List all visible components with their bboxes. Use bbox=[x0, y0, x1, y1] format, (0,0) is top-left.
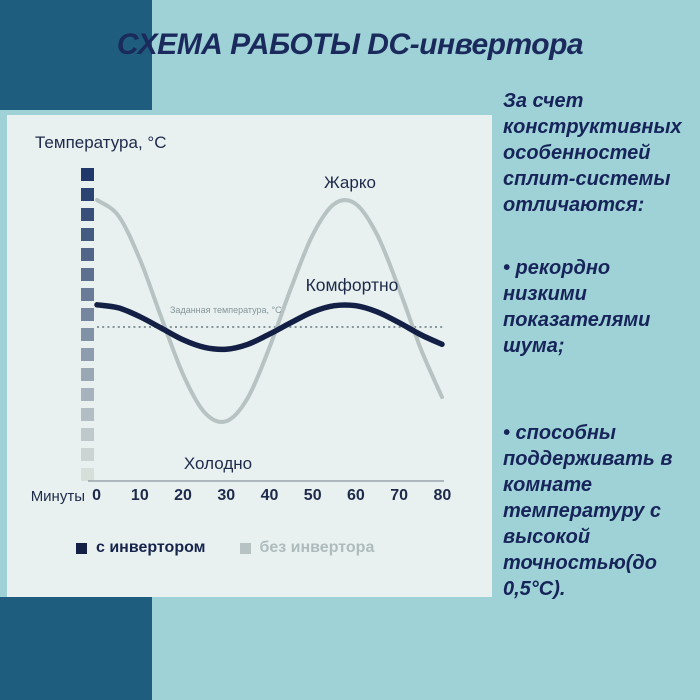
sidebar-bullet-noise: • рекордно низкими показателями шума; bbox=[503, 257, 651, 357]
axis-gradient-square bbox=[81, 428, 94, 441]
axis-gradient-square bbox=[81, 348, 94, 361]
zone-label-cold: Холодно bbox=[183, 454, 253, 473]
axis-gradient-square bbox=[81, 368, 94, 381]
setpoint-label: Заданная температура, °C bbox=[170, 305, 282, 315]
axis-gradient-square bbox=[81, 408, 94, 421]
x-tick: 50 bbox=[303, 487, 322, 504]
legend-label-no-inverter: без инвертора bbox=[259, 539, 375, 556]
axis-gradient-square bbox=[81, 328, 94, 341]
axis-gradient-square bbox=[81, 188, 94, 201]
decor-rect-bottom-left bbox=[0, 597, 152, 700]
x-tick: 40 bbox=[260, 487, 279, 504]
axis-gradient-square bbox=[81, 268, 94, 281]
page-title: СХЕМА РАБОТЫ DC-инвертора bbox=[116, 28, 584, 61]
temperature-axis-gradient bbox=[81, 168, 94, 481]
x-tick: 30 bbox=[217, 487, 236, 504]
legend-item-inverter bbox=[76, 539, 206, 557]
axis-gradient-square bbox=[81, 168, 94, 181]
zone-label-comfort: Комфортно bbox=[305, 275, 399, 295]
axis-gradient-square bbox=[81, 448, 94, 461]
y-axis-title: Температура, °C bbox=[35, 133, 167, 152]
axis-gradient-square bbox=[81, 228, 94, 241]
sidebar-bullet-precision: • способны поддерживать в комнате температуру с высокой точностью(до 0,5°C). bbox=[503, 422, 673, 600]
axis-gradient-square bbox=[81, 208, 94, 221]
legend-swatch-no-inverter bbox=[240, 543, 251, 554]
sidebar-intro: За счет конструктивных особенностей сплит-системы отличаются: bbox=[503, 90, 682, 216]
temperature-chart bbox=[7, 115, 492, 597]
chart-legend bbox=[76, 539, 374, 557]
zone-label-hot: Жарко bbox=[324, 173, 376, 192]
x-tick-row bbox=[75, 487, 464, 505]
legend-item-no-inverter bbox=[240, 539, 375, 557]
axis-gradient-square bbox=[81, 248, 94, 261]
x-tick: 60 bbox=[347, 487, 365, 504]
x-tick: 80 bbox=[433, 487, 452, 504]
x-tick: 20 bbox=[174, 487, 192, 504]
axis-gradient-square bbox=[81, 308, 94, 321]
axis-gradient-square bbox=[81, 468, 94, 481]
axis-gradient-square bbox=[81, 388, 94, 401]
chart-panel bbox=[7, 115, 492, 597]
legend-swatch-inverter bbox=[76, 543, 87, 554]
legend-label-inverter: с инвертором bbox=[96, 539, 206, 556]
x-tick: 0 bbox=[92, 487, 102, 504]
x-tick: 10 bbox=[130, 487, 149, 504]
axis-gradient-square bbox=[81, 288, 94, 301]
x-tick: 70 bbox=[390, 487, 409, 504]
x-axis-title: Минуты bbox=[30, 488, 85, 505]
